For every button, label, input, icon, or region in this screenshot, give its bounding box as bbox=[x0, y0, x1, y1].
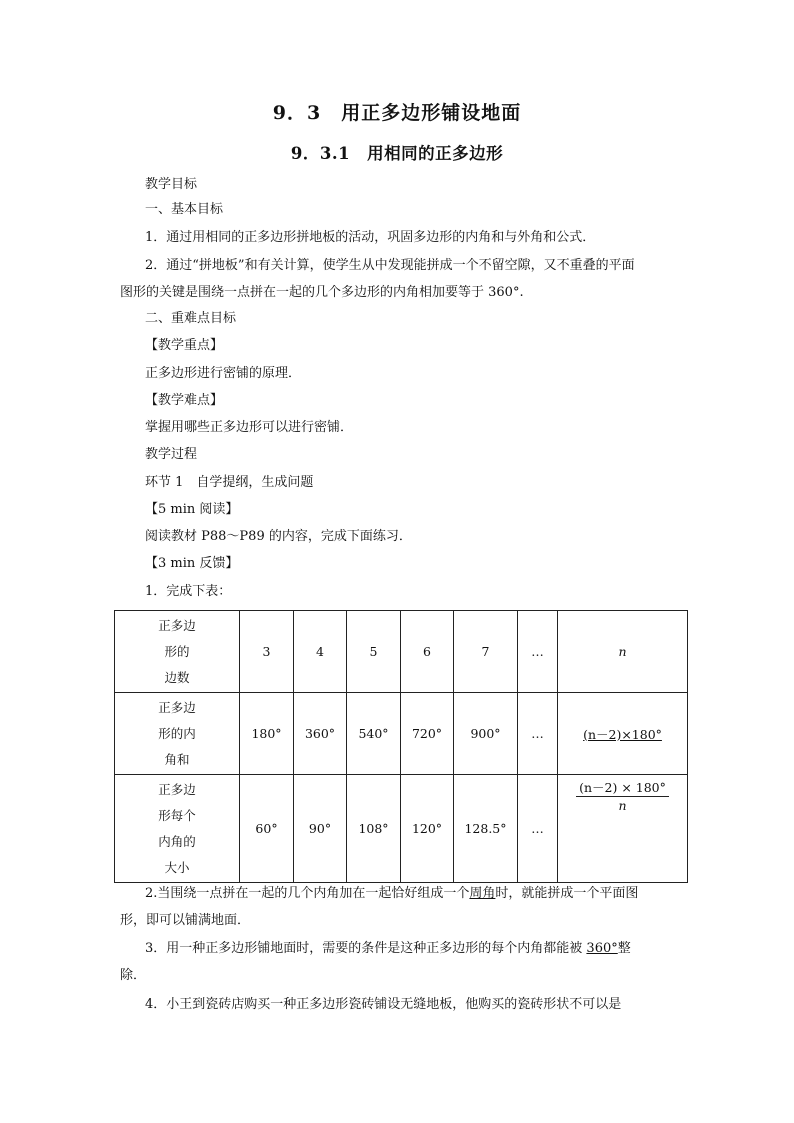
table-row bbox=[115, 611, 688, 693]
row-header-text: 角和 bbox=[164, 751, 190, 767]
table-cell: 540° bbox=[347, 693, 401, 775]
answer-3-line2: 除． bbox=[120, 968, 147, 983]
row-header-text: 形每个 bbox=[158, 807, 196, 823]
section-title: 9．3.1 用相同的正多边形 bbox=[290, 144, 504, 163]
table-cell: 180° bbox=[240, 693, 294, 775]
reading-text: 阅读教材 P88～P89 的内容，完成下面练习． bbox=[145, 529, 412, 544]
fraction-denominator: n bbox=[618, 798, 627, 813]
table-cell: 900° bbox=[454, 693, 518, 775]
table-cell: 120° bbox=[401, 775, 454, 883]
row-header-sides bbox=[115, 611, 240, 693]
row-header-text: 形的 bbox=[164, 643, 190, 659]
label-focus: 【教学重点】 bbox=[145, 338, 224, 353]
table-cell: 720° bbox=[401, 693, 454, 775]
text: 2.当围绕一点拼在一起的几个内角加在一起恰好组成一个 bbox=[145, 886, 470, 901]
label-difficulty: 【教学难点】 bbox=[145, 393, 224, 408]
table-cell: 4 bbox=[294, 611, 347, 693]
text: 整 bbox=[617, 941, 631, 956]
table-cell: … bbox=[518, 611, 558, 693]
goal-2-line2: 图形的关键是围绕一点拼在一起的几个多边形的内角相加要等于 360°. bbox=[120, 285, 524, 300]
heading-key-points: 二、重难点目标 bbox=[145, 311, 237, 326]
table-cell: 60° bbox=[240, 775, 294, 883]
row-header-text: 形的内 bbox=[158, 725, 196, 741]
text: 3．用一种正多边形铺地面时，需要的条件是这种正多边形的每个内角都能被 bbox=[145, 941, 583, 956]
goal-1: 1．通过用相同的正多边形拼地板的活动，巩固多边形的内角和与外角和公式． bbox=[145, 230, 596, 245]
heading-process: 教学过程 bbox=[145, 447, 198, 462]
heading-objectives: 教学目标 bbox=[145, 177, 198, 192]
step-1: 环节 1 自学提纲，生成问题 bbox=[145, 475, 314, 490]
table-row bbox=[115, 775, 688, 883]
label-reading: 【5 min 阅读】 bbox=[145, 502, 239, 517]
fraction bbox=[576, 779, 669, 814]
question-4: 4．小王到瓷砖店购买一种正多边形瓷砖铺设无缝地板，他购买的瓷砖形状不可以是 bbox=[145, 997, 622, 1012]
row-header-text: 正多边 bbox=[158, 781, 196, 797]
label-feedback: 【3 min 反馈】 bbox=[145, 556, 239, 571]
table-cell: 90° bbox=[294, 775, 347, 883]
page-title: 9．3 用正多边形铺设地面 bbox=[272, 102, 522, 124]
polygon-table bbox=[114, 610, 688, 883]
row-header-text: 边数 bbox=[164, 669, 190, 685]
table-cell: 128.5° bbox=[454, 775, 518, 883]
table-cell: … bbox=[518, 775, 558, 883]
answer-blank: 周角 bbox=[469, 886, 496, 901]
text: 时，就能拼成一个平面图 bbox=[495, 886, 639, 901]
exercise-1: 1．完成下表： bbox=[145, 584, 232, 599]
answer-2-line2: 形，即可以铺满地面． bbox=[120, 913, 251, 928]
table-cell: 5 bbox=[347, 611, 401, 693]
answer-blank: 360° bbox=[586, 941, 618, 956]
focus-text: 正多边形进行密铺的原理． bbox=[145, 366, 302, 381]
row-header-angle-sum bbox=[115, 693, 240, 775]
table-row bbox=[115, 693, 688, 775]
table-cell: 7 bbox=[454, 611, 518, 693]
formula-cell bbox=[558, 775, 688, 883]
table-cell: 108° bbox=[347, 775, 401, 883]
table-cell: … bbox=[518, 693, 558, 775]
fraction-numerator: (n－2) × 180° bbox=[576, 779, 669, 797]
difficulty-text: 掌握用哪些正多边形可以进行密铺． bbox=[145, 420, 354, 435]
row-header-text: 内角的 bbox=[158, 833, 196, 849]
answer-2-line1 bbox=[145, 884, 705, 904]
table-cell: 360° bbox=[294, 693, 347, 775]
table-cell: (n－2)×180° bbox=[558, 693, 688, 775]
answer-3-line1 bbox=[145, 939, 705, 959]
row-header-text: 大小 bbox=[164, 859, 190, 875]
goal-2-line1: 2．通过“拼地板”和有关计算，使学生从中发现能拼成一个不留空隙，又不重叠的平面 bbox=[145, 258, 635, 273]
table-cell: n bbox=[558, 611, 688, 693]
row-header-interior-angle bbox=[115, 775, 240, 883]
heading-basic-goals: 一、基本目标 bbox=[145, 202, 224, 217]
row-header-text: 正多边 bbox=[158, 617, 196, 633]
table-cell: 6 bbox=[401, 611, 454, 693]
table-cell: 3 bbox=[240, 611, 294, 693]
row-header-text: 正多边 bbox=[158, 699, 196, 715]
